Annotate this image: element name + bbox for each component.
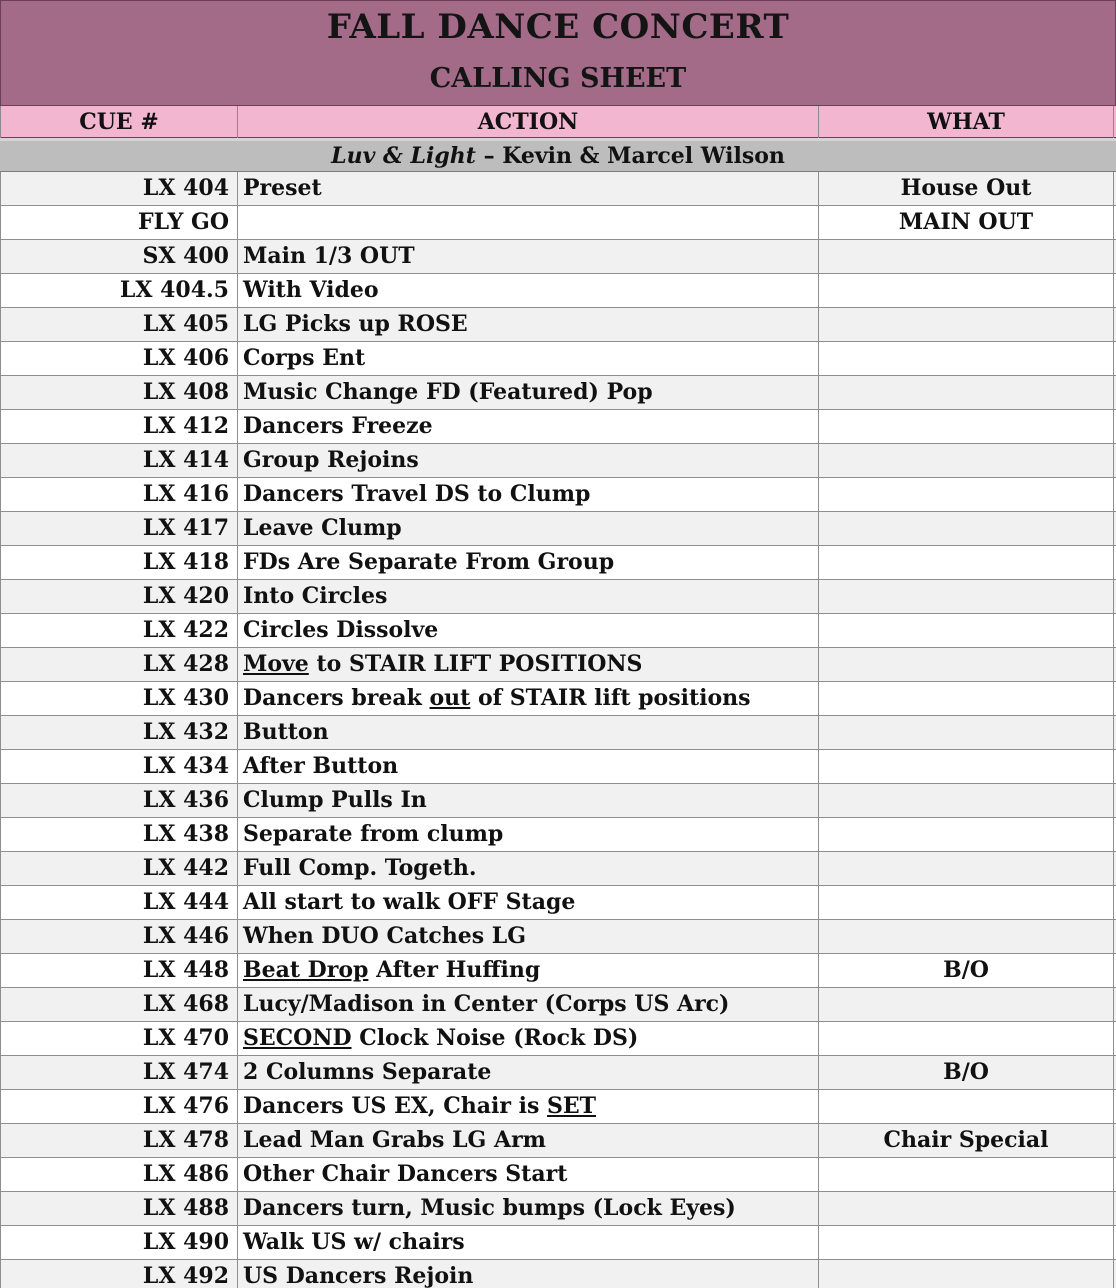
cue-number-cell[interactable]: LX 404.5: [0, 274, 238, 308]
what-cell[interactable]: B/O: [819, 954, 1114, 988]
action-text: Preset: [243, 175, 322, 201]
table-row[interactable]: [0, 682, 1116, 716]
table-row[interactable]: [0, 206, 1116, 240]
action-cell[interactable]: [238, 274, 819, 308]
action-cell[interactable]: [238, 342, 819, 376]
action-text-underlined: SECOND: [243, 1025, 352, 1051]
what-cell[interactable]: [819, 852, 1114, 886]
column-header-what[interactable]: WHAT: [819, 106, 1114, 138]
table-row[interactable]: [0, 920, 1116, 954]
action-cell[interactable]: [238, 512, 819, 546]
cue-table-body: [0, 172, 1116, 1288]
cue-number-cell[interactable]: LX 430: [0, 682, 238, 716]
what-cell[interactable]: [819, 1226, 1114, 1260]
action-text-underlined: Move: [243, 651, 309, 677]
what-cell[interactable]: House Out: [819, 172, 1114, 206]
action-text: Main 1/3 OUT: [243, 243, 415, 269]
action-text: With Video: [243, 277, 379, 303]
action-text: Full Comp. Togeth.: [243, 855, 477, 881]
table-row[interactable]: [0, 614, 1116, 648]
table-row[interactable]: [0, 580, 1116, 614]
cue-number-cell[interactable]: LX 404: [0, 172, 238, 206]
what-cell[interactable]: [819, 1192, 1114, 1226]
table-row[interactable]: [0, 410, 1116, 444]
cue-number-cell[interactable]: LX 432: [0, 716, 238, 750]
action-cell[interactable]: [238, 308, 819, 342]
cue-number-cell[interactable]: LX 428: [0, 648, 238, 682]
cue-number-cell[interactable]: LX 490: [0, 1226, 238, 1260]
what-cell[interactable]: [819, 648, 1114, 682]
action-text: to STAIR LIFT POSITIONS: [308, 651, 643, 677]
table-row[interactable]: [0, 1022, 1116, 1056]
action-text: All start to walk OFF Stage: [243, 889, 576, 915]
action-cell[interactable]: [238, 920, 819, 954]
action-text-underlined: Beat Drop: [243, 957, 369, 983]
what-cell[interactable]: [819, 376, 1114, 410]
what-cell[interactable]: [819, 580, 1114, 614]
piece-artists: Kevin & Marcel Wilson: [502, 143, 785, 169]
table-row[interactable]: [0, 240, 1116, 274]
cue-number-cell[interactable]: LX 478: [0, 1124, 238, 1158]
action-cell[interactable]: [238, 1260, 819, 1288]
action-text: Dancers US EX, Chair is: [243, 1093, 548, 1119]
action-text: Dancers turn, Music bumps (Lock Eyes): [243, 1195, 736, 1221]
action-text: Button: [243, 719, 329, 745]
action-text: Group Rejoins: [243, 447, 419, 473]
action-cell[interactable]: [238, 580, 819, 614]
what-cell[interactable]: [819, 1090, 1114, 1124]
what-cell[interactable]: [819, 920, 1114, 954]
table-row[interactable]: [0, 954, 1116, 988]
what-cell[interactable]: [819, 1260, 1114, 1288]
action-cell[interactable]: [238, 546, 819, 580]
cue-number-cell[interactable]: LX 444: [0, 886, 238, 920]
action-cell[interactable]: [238, 1192, 819, 1226]
table-row[interactable]: [0, 376, 1116, 410]
cue-number-cell[interactable]: LX 405: [0, 308, 238, 342]
action-text: FDs Are Separate From Group: [243, 549, 615, 575]
table-row[interactable]: [0, 1260, 1116, 1288]
sheet-subtitle: CALLING SHEET: [429, 63, 687, 94]
action-text: Dancers Freeze: [243, 413, 433, 439]
cue-number-cell[interactable]: LX 418: [0, 546, 238, 580]
action-cell[interactable]: [238, 784, 819, 818]
action-cell[interactable]: [238, 206, 819, 240]
what-cell[interactable]: B/O: [819, 1056, 1114, 1090]
action-cell[interactable]: [238, 682, 819, 716]
table-row[interactable]: [0, 274, 1116, 308]
action-text: After Button: [243, 753, 399, 779]
column-header-action[interactable]: ACTION: [238, 106, 819, 138]
action-text: US Dancers Rejoin: [243, 1263, 474, 1288]
cue-number-cell[interactable]: LX 470: [0, 1022, 238, 1056]
action-text-underlined: out: [429, 685, 471, 711]
what-cell[interactable]: [819, 750, 1114, 784]
table-row[interactable]: [0, 172, 1116, 206]
action-text: Clock Noise (Rock DS): [351, 1025, 639, 1051]
cue-number-cell[interactable]: LX 448: [0, 954, 238, 988]
action-cell[interactable]: [238, 240, 819, 274]
action-text: Other Chair Dancers Start: [243, 1161, 568, 1187]
cue-number-cell[interactable]: LX 488: [0, 1192, 238, 1226]
table-row[interactable]: [0, 342, 1116, 376]
what-cell[interactable]: [819, 410, 1114, 444]
section-separator: –: [475, 143, 503, 169]
action-cell[interactable]: [238, 614, 819, 648]
section-header[interactable]: [0, 138, 1116, 172]
action-cell[interactable]: [238, 410, 819, 444]
action-cell[interactable]: [238, 852, 819, 886]
column-header-cue[interactable]: CUE #: [0, 106, 238, 138]
table-row[interactable]: [0, 308, 1116, 342]
action-text: Into Circles: [243, 583, 388, 609]
table-row[interactable]: [0, 818, 1116, 852]
cue-number-cell[interactable]: LX 486: [0, 1158, 238, 1192]
action-text: Walk US w/ chairs: [243, 1229, 465, 1255]
what-cell[interactable]: [819, 818, 1114, 852]
cue-number-cell[interactable]: LX 476: [0, 1090, 238, 1124]
action-text: Dancers Travel DS to Clump: [243, 481, 591, 507]
action-cell[interactable]: [238, 1056, 819, 1090]
sheet-title: FALL DANCE CONCERT: [326, 7, 790, 47]
cue-number-cell[interactable]: LX 492: [0, 1260, 238, 1288]
cue-number-cell[interactable]: LX 416: [0, 478, 238, 512]
action-cell[interactable]: [238, 376, 819, 410]
action-text: Corps Ent: [243, 345, 366, 371]
cue-number-cell[interactable]: LX 408: [0, 376, 238, 410]
cue-number-cell[interactable]: LX 406: [0, 342, 238, 376]
table-row[interactable]: [0, 478, 1116, 512]
cue-number-cell[interactable]: LX 474: [0, 1056, 238, 1090]
what-cell[interactable]: [819, 308, 1114, 342]
action-cell[interactable]: [238, 954, 819, 988]
what-cell[interactable]: [819, 682, 1114, 716]
cue-number-cell[interactable]: LX 422: [0, 614, 238, 648]
action-text: Lead Man Grabs LG Arm: [243, 1127, 546, 1153]
cue-number-cell[interactable]: FLY GO: [0, 206, 238, 240]
action-cell[interactable]: [238, 750, 819, 784]
action-cell[interactable]: [238, 648, 819, 682]
table-row[interactable]: [0, 988, 1116, 1022]
action-text: After Huffing: [368, 957, 541, 983]
action-text: Circles Dissolve: [243, 617, 439, 643]
table-row[interactable]: [0, 886, 1116, 920]
what-cell[interactable]: [819, 274, 1114, 308]
piece-title: Luv & Light: [331, 143, 476, 169]
what-cell[interactable]: [819, 988, 1114, 1022]
what-cell[interactable]: [819, 886, 1114, 920]
table-row[interactable]: [0, 784, 1116, 818]
what-cell[interactable]: [819, 1158, 1114, 1192]
cue-number-cell[interactable]: LX 434: [0, 750, 238, 784]
table-row[interactable]: [0, 1192, 1116, 1226]
action-cell[interactable]: [238, 1124, 819, 1158]
action-cell[interactable]: [238, 716, 819, 750]
action-text: of STAIR lift positions: [470, 685, 751, 711]
what-cell[interactable]: MAIN OUT: [819, 206, 1114, 240]
action-text: When DUO Catches LG: [243, 923, 527, 949]
action-text: LG Picks up ROSE: [243, 311, 468, 337]
action-text: Lucy/Madison in Center (Corps US Arc): [243, 991, 730, 1017]
action-cell[interactable]: [238, 988, 819, 1022]
cue-number-cell[interactable]: LX 417: [0, 512, 238, 546]
what-cell[interactable]: [819, 1022, 1114, 1056]
action-cell[interactable]: [238, 1022, 819, 1056]
what-cell[interactable]: [819, 716, 1114, 750]
action-cell[interactable]: [238, 1158, 819, 1192]
what-cell[interactable]: [819, 444, 1114, 478]
action-text: Music Change FD (Featured) Pop: [243, 379, 653, 405]
action-text: Leave Clump: [243, 515, 402, 541]
action-text-underlined: SET: [547, 1093, 597, 1119]
action-cell[interactable]: [238, 1090, 819, 1124]
what-cell[interactable]: Chair Special: [819, 1124, 1114, 1158]
column-header-row: [0, 106, 1116, 138]
action-cell[interactable]: [238, 444, 819, 478]
cue-number-cell[interactable]: LX 468: [0, 988, 238, 1022]
cue-number-cell[interactable]: LX 412: [0, 410, 238, 444]
action-cell[interactable]: [238, 818, 819, 852]
cue-number-cell[interactable]: LX 442: [0, 852, 238, 886]
cue-number-cell[interactable]: LX 438: [0, 818, 238, 852]
table-row[interactable]: [0, 1124, 1116, 1158]
action-cell[interactable]: [238, 886, 819, 920]
what-cell[interactable]: [819, 240, 1114, 274]
table-row[interactable]: [0, 1226, 1116, 1260]
action-text: Dancers break: [243, 685, 430, 711]
cue-number-cell[interactable]: LX 420: [0, 580, 238, 614]
cue-number-cell[interactable]: SX 400: [0, 240, 238, 274]
action-cell[interactable]: [238, 1226, 819, 1260]
table-row[interactable]: [0, 750, 1116, 784]
table-row[interactable]: [0, 716, 1116, 750]
table-row[interactable]: [0, 444, 1116, 478]
table-row[interactable]: [0, 1090, 1116, 1124]
cue-number-cell[interactable]: LX 436: [0, 784, 238, 818]
table-row[interactable]: [0, 512, 1116, 546]
what-cell[interactable]: [819, 614, 1114, 648]
what-cell[interactable]: [819, 342, 1114, 376]
table-row[interactable]: [0, 648, 1116, 682]
table-row[interactable]: [0, 1056, 1116, 1090]
action-text: Clump Pulls In: [243, 787, 427, 813]
what-cell[interactable]: [819, 784, 1114, 818]
action-cell[interactable]: [238, 172, 819, 206]
what-cell[interactable]: [819, 512, 1114, 546]
cue-number-cell[interactable]: LX 446: [0, 920, 238, 954]
table-row[interactable]: [0, 1158, 1116, 1192]
title-block: [0, 0, 1116, 106]
action-text: Separate from clump: [243, 821, 504, 847]
action-text: 2 Columns Separate: [243, 1059, 492, 1085]
action-cell[interactable]: [238, 478, 819, 512]
what-cell[interactable]: [819, 546, 1114, 580]
cue-number-cell[interactable]: LX 414: [0, 444, 238, 478]
table-row[interactable]: [0, 852, 1116, 886]
what-cell[interactable]: [819, 478, 1114, 512]
table-row[interactable]: [0, 546, 1116, 580]
